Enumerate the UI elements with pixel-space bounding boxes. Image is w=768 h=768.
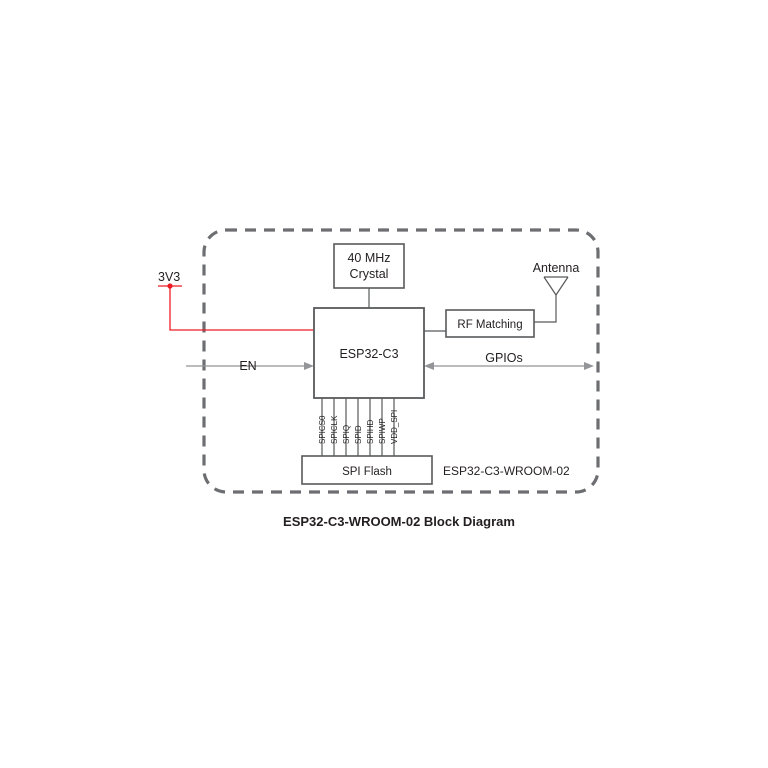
rf-matching-label: RF Matching <box>457 319 523 331</box>
spi-pin-label: SPID <box>354 425 363 444</box>
spi-pin-label: VDD_SPI <box>390 409 399 444</box>
spi-pin-label: SPIQ <box>342 424 351 444</box>
antenna-icon <box>544 277 568 295</box>
power-net <box>158 283 314 330</box>
figure-caption: ESP32-C3-WROOM-02 Block Diagram <box>283 514 515 529</box>
power-label: 3V3 <box>158 270 181 284</box>
spi-pin-label: SPICLK <box>330 415 339 444</box>
spi-flash-label: SPI Flash <box>342 466 392 478</box>
crystal-label-line2: Crystal <box>349 267 389 281</box>
soc-label: ESP32-C3 <box>339 347 399 361</box>
gpios-label: GPIOs <box>485 351 523 365</box>
spi-pin-label: SPICS0 <box>318 415 327 444</box>
module-name-label: ESP32-C3-WROOM-02 <box>443 464 570 478</box>
antenna-label: Antenna <box>532 261 580 275</box>
crystal-label-line1: 40 MHz <box>347 251 391 265</box>
antenna-link <box>534 295 556 322</box>
spi-pin-label: SPIWP <box>378 418 387 444</box>
en-label: EN <box>239 359 257 373</box>
spi-pin-label: SPIHD <box>366 419 375 444</box>
